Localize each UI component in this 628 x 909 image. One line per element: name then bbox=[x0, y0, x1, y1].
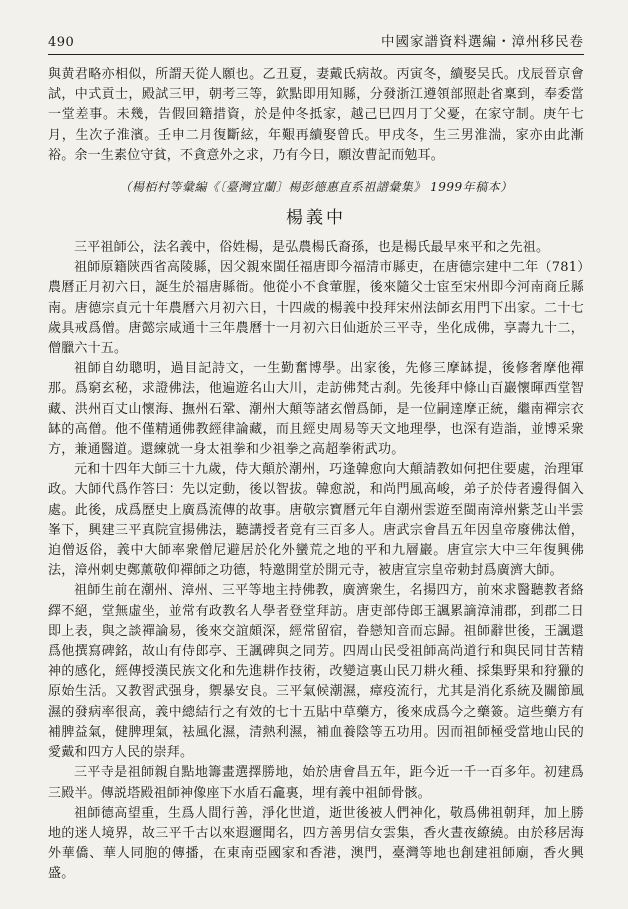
body-paragraph: 三平祖師公，法名義中，俗姓楊，是弘農楊氏裔孫，也是楊氏最早來平和之先祖。 bbox=[74, 240, 550, 256]
body-paragraph: 元和十四年大師三十九歲，侍大顛於潮州，巧逢韓愈向大顛請教如何把住要處，治理軍政。大師代爲作答曰：先以定動，後以智拔。韓愈説，和尚門風高峻，弟子於侍者邊得個入處。此後，成爲歷史上廣爲流傳的故事。唐敬宗寶曆元年自潮州雲遊至閩南漳州紫芝山半雲峯下，興建三平真院宣揚佛法，聽講授者竟有三百多人。唐武宗會昌五年因皇帝廢佛汰僧，迫僧返俗，義中大師率衆僧尼避居於化外蠻荒之地的平和九層巖。唐宣宗大中三年復興佛法，漳州刺史鄭薰敬仰禪師之功德，特邀開堂於開元寺，被唐宣宗皇帝勅封爲廣濟大師。 bbox=[48, 462, 584, 579]
body-paragraph: 祖師自幼聰明，過目記詩文，一生勤奮博學。出家後，先修三摩缽提，後修奢摩他禪那。爲窮玄秘，求證佛法，他遍遊名山大川，走訪佛梵古刹。先後拜中條山百巖懷暉西堂智藏、洪州百丈山懷海、撫州石鞏、潮州大顛等諸玄僧爲師，是一位嗣達摩正統，繼南禪宗衣缽的高僧。他不僅精通佛教經律論藏，而且經史周易等天文地理學，也深有造詣，並博采衆方，兼通醫道。還練就一身太祖拳和少祖拳之高超拳術武功。 bbox=[48, 361, 584, 458]
source-note: （楊栢村等彙編《〔臺灣宜蘭〕楊彭德惠直系祖譜彙集》 1999年稿本） bbox=[119, 180, 513, 195]
body-paragraph: 三平寺是祖師親自點地籌畫選擇勝地，始於唐會昌五年，距今近一千一百多年。初建爲三殿半。傳説塔殿祖師神像座下水盾石龕裏，埋有義中祖師骨骸。 bbox=[48, 765, 584, 801]
intro-section bbox=[48, 65, 584, 166]
intro-paragraph: 與黄君略亦相似，所謂天從人願也。乙丑夏，妻戴氏病故。丙寅冬，續娶吴氏。戊辰晉京會試，中式貢士，殿試三甲，朝考三等，欽點即用知縣，分發浙江遵領部照赴省稟到，奉委當一堂差事。未幾，告假回籍措資，於是仲冬抵家，越己巳四月丁父憂，在家守制。庚午七月，生次子淮濱。壬申二月復斷絃，年艱再續娶曾氏。甲戌冬，生三男淮湍，家亦由此漸裕。余一生素位守貧，不貪意外之求，乃有今日，願汝曹記而勉耳。 bbox=[48, 67, 584, 163]
page-header bbox=[48, 30, 584, 55]
body-paragraph: 祖師德高望重，生爲人間行善，淨化世道，逝世後被人們神化，敬爲佛祖朝拜，加上勝地的迷人境界，故三平千古以來遐邇聞名，四方善男信女雲集，香火晝夜繚繞。由於移居海外華僑、華人同胞的傳播，在東南亞國家和香港，澳門，臺灣等地也創建祖師廟，香火興盛。 bbox=[48, 805, 584, 882]
body-paragraph: 祖師原籍陝西省高陵縣，因父親來閩任福唐即今福清市縣吏，在唐德宗建中二年（781）農曆正月初六日，誕生於福唐縣衙。他從小不食葷腥，後來隨父士宦至宋州即今河南商丘縣南。唐德宗貞元十年農曆六月初六日，十四歲的楊義中投拜宋州法師玄用門下出家。二十七歲具戒爲僧。唐懿宗咸通十三年農曆十一月初六日仙逝於三平寺，坐化成佛，享壽九十二，僧臘六十五。 bbox=[48, 260, 584, 357]
book-title: 中國家譜資料選編・漳州移民卷 bbox=[381, 34, 584, 50]
section-title: 楊義中 bbox=[286, 208, 346, 229]
section-body bbox=[48, 238, 584, 885]
body-paragraph: 祖師生前在潮州、漳州、三平等地主持佛教，廣濟衆生，名揚四方，前來求醫聽教者絡繹不絕，堂無虛坐，並常有政教名人學者登堂拜訪。唐吏部侍郎王諷累謫漳浦郡，到郡二日即上表，與之談禪論易，後來交誼頗深，經常留宿，眷戀知音而忘歸。祖師辭世後，王諷還爲他撰寫碑銘，故山有侍郎亭、王諷碑與之同芳。四周山民受祖師高尚道行和與民同甘苦精神的感化，經傳授漢民族文化和先進耕作技術，改變這裏山民刀耕火種、採集野果和狩獵的原始生活。又教習武强身，禦暴安良。三平氣候潮濕，瘴疫流行，尤其是消化系統及關節風濕的發病率很高，義中總結行之有效的七十五貼中草藥方，後來成爲今之藥簽。這些藥方有補脾益氣，健脾理氣，袪風化濕，清熱利濕，補血養陰等五功用。因而祖師極受當地山民的愛戴和四方人民的崇拜。 bbox=[48, 583, 584, 761]
page-number: 490 bbox=[48, 35, 75, 50]
